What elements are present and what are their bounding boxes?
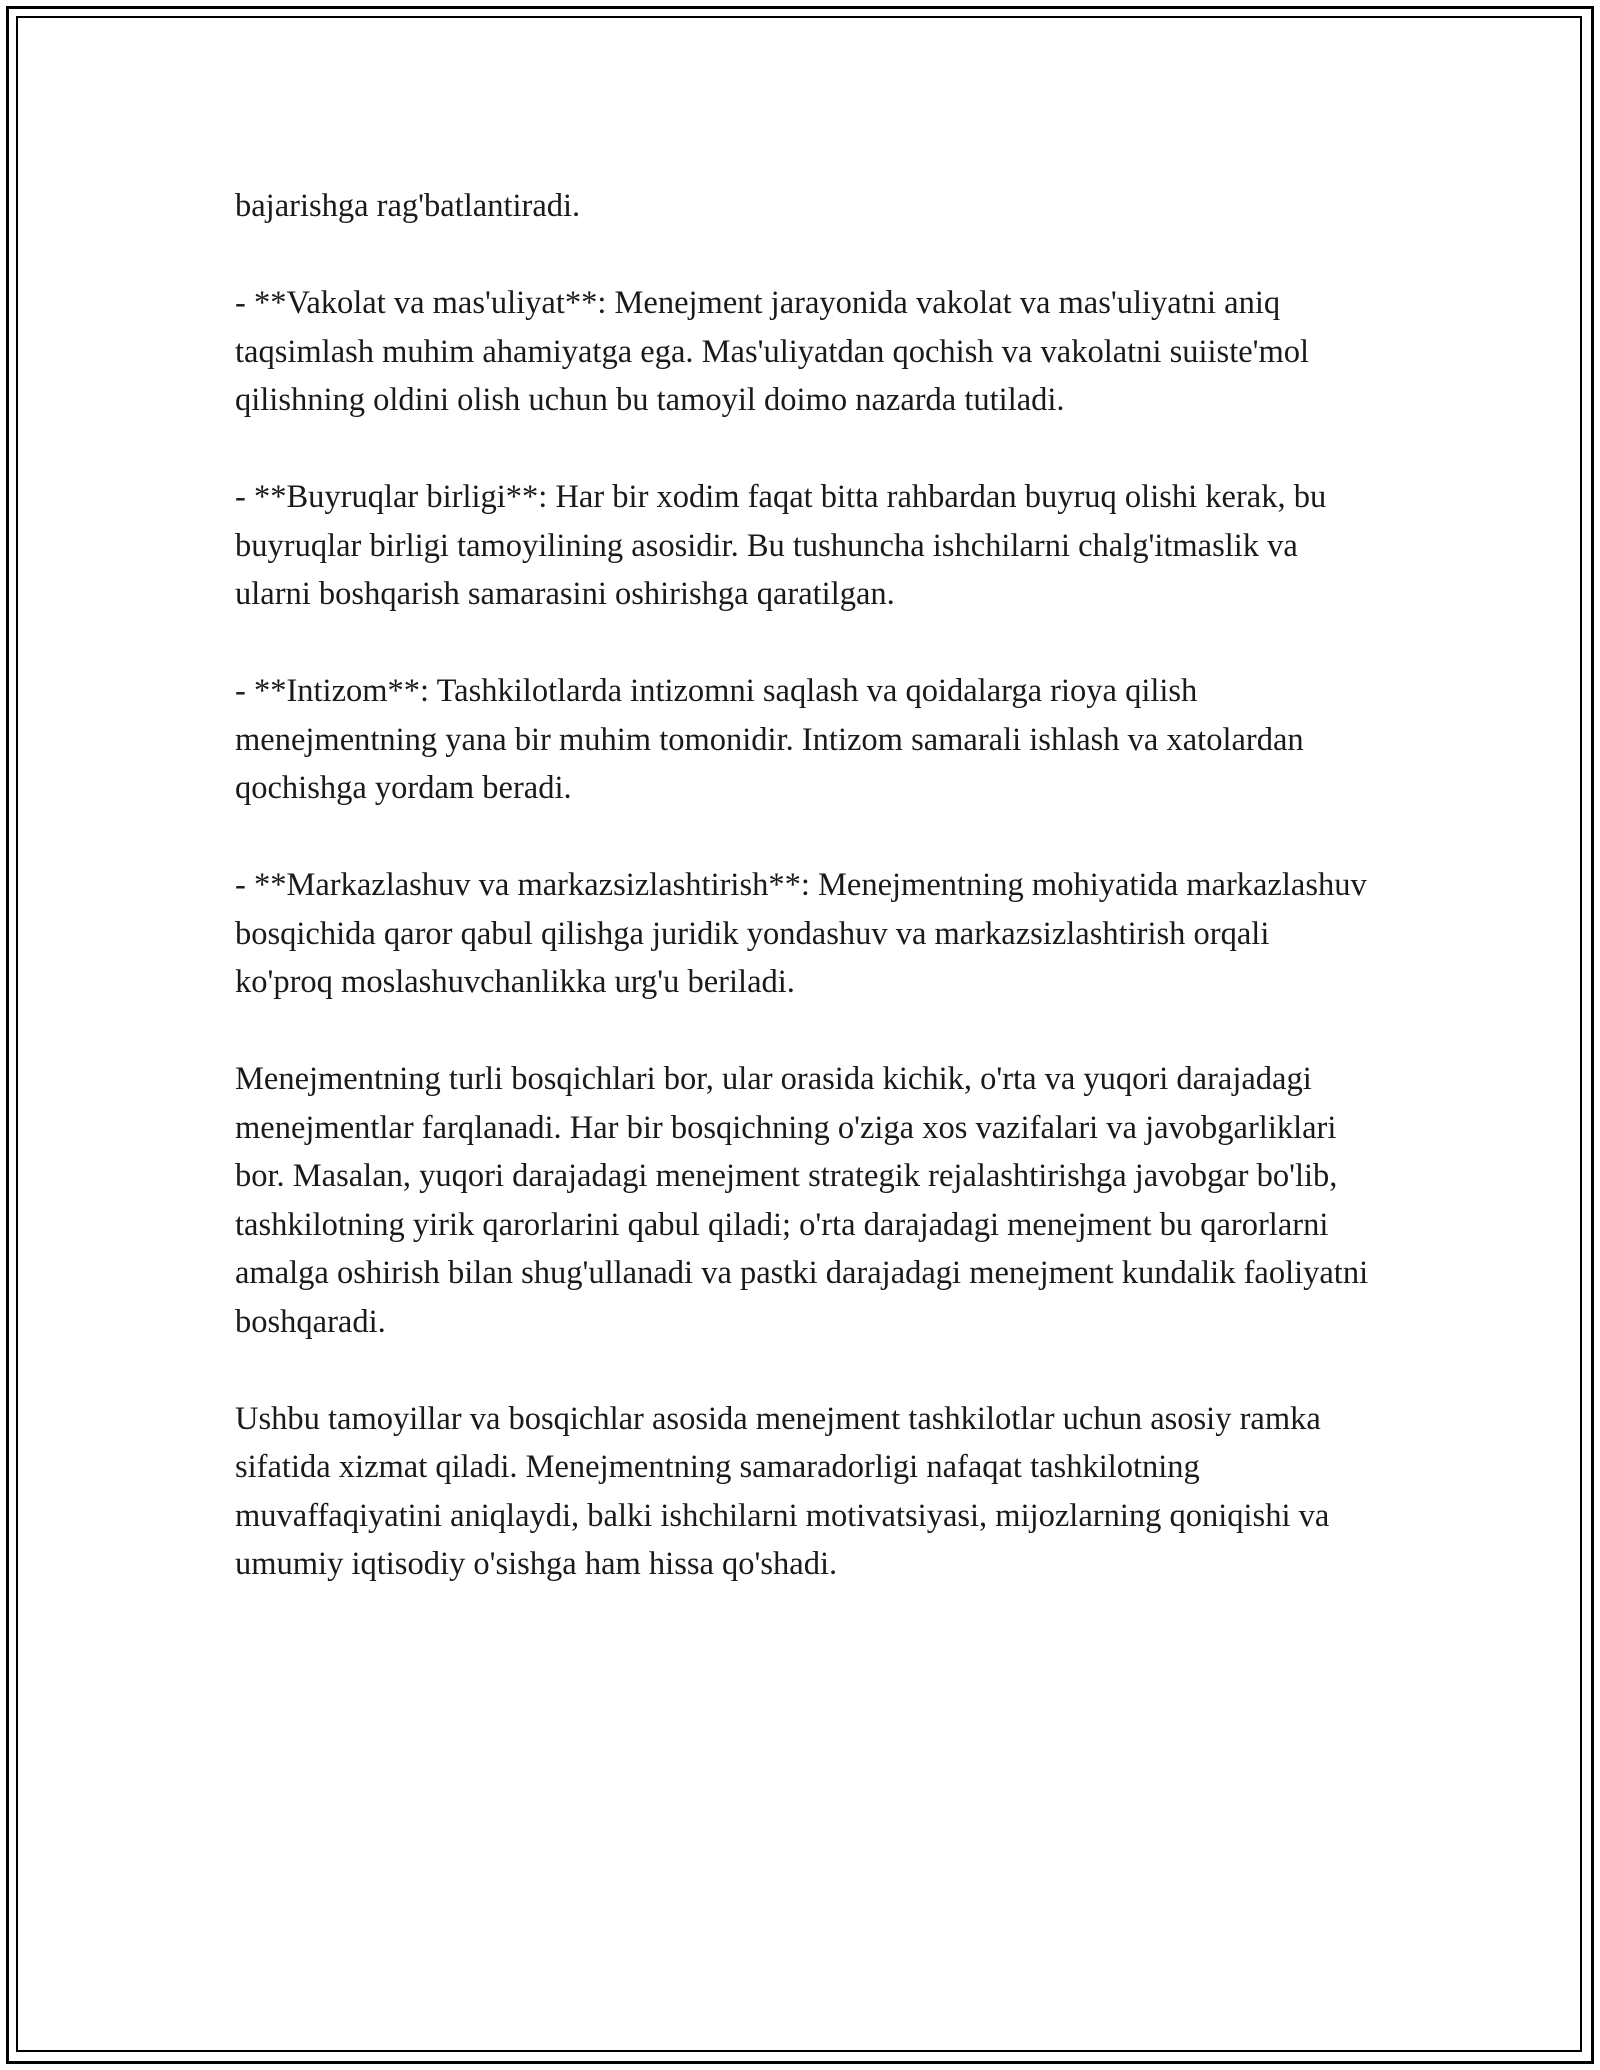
paragraph-bosqichlar: Menejmentning turli bosqichlari bor, ular orasida kichik, o'rta va yuqori darajadagi menejmentlar farqlanadi. Har bir bosqichning o'ziga xos vazifalari va javobgarliklari bor. Masalan, yuqori darajadagi menejment strategik rejalashtirishga javobgar bo'lib, tashkilotning yirik qarorlarini qabul qiladi; o'rta darajadagi menejment bu qarorlarni amalga oshirish bilan shug'ullanadi va pastki darajadagi menejment kundalik faoliyatni boshqaradi. (235, 1061, 1369, 1340)
paragraph-conclusion: Ushbu tamoyillar va bosqichlar asosida menejment tashkilotlar uchun asosiy ramka sifatida xizmat qiladi. Menejmentning samaradorligi nafaqat tashkilotning muvaffaqiyatini aniqlaydi, balki ishchilarni motivatsiyasi, mijozlarning qoniqishi va umumiy iqtisodiy o'sishga ham hissa qo'shadi. (235, 1400, 1330, 1582)
paragraph-markazlashuv: - **Markazlashuv va markazsizlashtirish**: Menejmentning mohiyatida markazlashuv bosqichida qaror qabul qilishga juridik yondashuv va markazsizlashtirish orqali ko'proq moslashuvchanlikka urg'u beriladi. (235, 867, 1367, 1000)
paragraph-intizom: - **Intizom**: Tashkilotlarda intizomni saqlash va qoidalarga rioya qilish menejmentning yana bir muhim tomonidir. Intizom samarali ishlash va xatolardan qochishga yordam beradi. (235, 673, 1304, 806)
document-body (235, 182, 1375, 1589)
paragraph-buyruqlar: - **Buyruqlar birligi**: Har bir xodim faqat bitta rahbardan buyruq olishi kerak, bu buyruqlar birligi tamoyilining asosidir. Bu tushuncha ishchilarni chalg'itmaslik va ularni boshqarish samarasini oshirishga qaratilgan. (235, 479, 1327, 612)
paragraph-vakolat: - **Vakolat va mas'uliyat**: Menejment jarayonida vakolat va mas'uliyatni aniq taqsimlash muhim ahamiyatga ega. Mas'uliyatdan qochish va vakolatni suiiste'mol qilishning oldini olish uchun bu tamoyil doimo nazarda tutiladi. (235, 285, 1310, 418)
paragraph-continuation: bajarishga rag'batlantiradi. (235, 188, 581, 224)
